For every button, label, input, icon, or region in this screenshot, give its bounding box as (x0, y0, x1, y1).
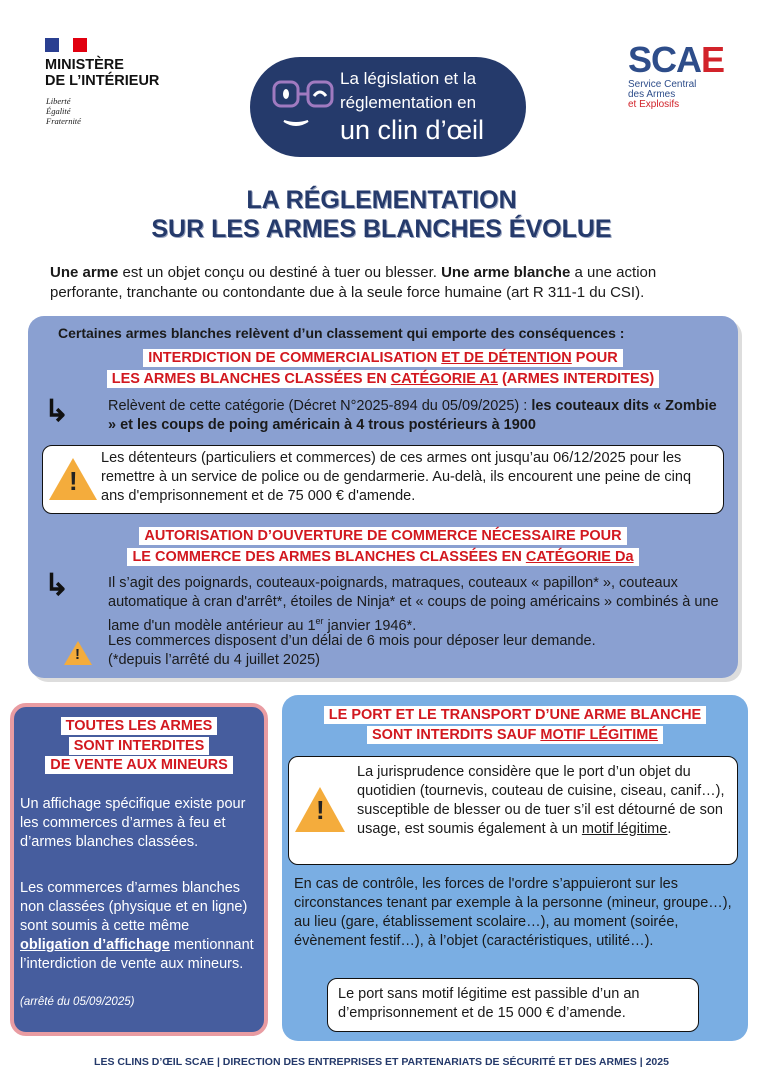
warning-text: . (667, 821, 672, 837)
french-flag-logo (45, 38, 87, 52)
minors-paragraph (20, 879, 260, 974)
heading-underlined: MOTIF LÉGITIME (540, 727, 658, 743)
heading-text: SONT INTERDITES (69, 737, 210, 755)
clin-doeil-badge (250, 57, 526, 157)
title-line: LA RÉGLEMENTATION (246, 186, 517, 214)
title-line: SUR LES ARMES BLANCHES ÉVOLUE (151, 215, 612, 243)
carry-section (282, 695, 748, 1041)
da-sup: er (315, 616, 324, 626)
heading-underlined: ET DE DÉTENTION (441, 350, 572, 366)
a1-bold: les couteaux dits « Zombie » et les coups de poing américain à 4 trous postérieurs à 1900 (108, 398, 717, 433)
carry-heading (282, 705, 748, 745)
heading-underlined: CATÉGORIE Da (525, 549, 634, 565)
heading-text: INTERDICTION DE COMMERCIALISATION (148, 350, 442, 366)
motto-line: Fraternité (46, 116, 81, 126)
carry-warning-box (288, 756, 738, 865)
scae-line: et Explosifs (628, 99, 680, 110)
minors-text: mentionnant l’interdiction de vente aux mineurs. (20, 937, 254, 972)
warning-icon: ! (49, 458, 97, 500)
da-text: janvier 1946*. (323, 617, 417, 634)
page-title (0, 186, 763, 244)
heading-text: POUR (571, 350, 618, 366)
heading-text: DE VENTE AUX MINEURS (45, 756, 233, 774)
curved-arrow-icon: ↳ (44, 569, 70, 602)
penalty-box (327, 978, 699, 1032)
heading-text: LE COMMERCE DES ARMES BLANCHES CLASSÉES EN (132, 549, 526, 565)
curved-arrow-icon: ↳ (44, 395, 70, 428)
minors-heading (14, 717, 264, 776)
intro-paragraph (50, 263, 730, 303)
da-text: Il s’agit des poignards, couteaux-poignards, matraques, couteaux « papillon* », couteaux automatique à cran d'arrêt*, étoiles de Ninja* et « coups de poing américains » combinés à une lame d'un modèle antérieur au 1 (108, 575, 719, 634)
warning-icon: ! (295, 787, 345, 832)
a1-warning-text: Les détenteurs (particuliers et commerces) de ces armes ont jusqu’au 06/12/2025 pour les remettre à un service de police ou de gendarmerie. Au-delà, ils encourent une peine de cinq ans d'emprisonnement et de 75 000 € d'amende. (101, 450, 692, 504)
warning-underlined: motif légitime (581, 821, 668, 837)
classification-section (28, 316, 738, 678)
winking-face-icon (272, 79, 342, 139)
a1-warning-box (42, 445, 724, 514)
badge-line: réglementation en (340, 93, 477, 112)
ministry-line: MINISTÈRE (45, 57, 124, 73)
badge-headline: un clin d’œil (340, 115, 485, 145)
da-description (108, 574, 723, 636)
intro-text: est un objet conçu ou destiné à tuer ou blesser. (118, 264, 442, 281)
minors-section (10, 703, 268, 1036)
da-note: Les commerces disposent d’un délai de 6 mois pour déposer leur demande. (108, 633, 596, 649)
minors-underlined: obligation d’affichage (20, 937, 170, 953)
carry-warning-text (357, 763, 733, 839)
footer: LES CLINS D’ŒIL SCAE | DIRECTION DES ENTREPRISES ET PARTENARIATS DE SÉCURITÉ ET DES ARMES | 2025 (94, 1056, 669, 1068)
warning-icon: ! (64, 641, 92, 665)
motto (46, 96, 81, 126)
intro-bold: Une arme blanche (441, 264, 571, 281)
penalty-text: Le port sans motif légitime est passible d’un an d’emprisonnement et de 15 000 € d’amende. (338, 986, 640, 1021)
a1-heading (28, 348, 738, 390)
heading-text: SONT INTERDITS SAUF (372, 727, 541, 743)
motto-line: Égalité (46, 106, 71, 116)
heading-text: (ARMES INTERDITES) (497, 371, 655, 387)
da-reference: (*depuis l’arrêté du 4 juillet 2025) (108, 652, 320, 668)
minors-paragraph: Un affichage spécifique existe pour les commerces d’armes à feu et d’armes blanches classées. (20, 796, 246, 850)
warning-text: La jurisprudence considère que le port d’un objet du quotidien (tournevis, couteau de cuisine, ciseau, canif…), susceptible de blesser ou de tuer s’il est détourné de son usage, est soumis également à un (357, 764, 725, 837)
da-heading (28, 526, 738, 568)
ministry-line: DE L’INTÉRIEUR (45, 73, 160, 89)
carry-paragraph: En cas de contrôle, les forces de l'ordre s’appuieront sur les circonstances tenant par exemple à la personne (mineur, groupe…), au lieu (gare, établissement scolaire…), au moment (soirée, évènement festif…), à l’objet (caractéristiques, utilité…). (294, 876, 732, 949)
a1-description (108, 397, 718, 435)
a1-text: Relèvent de cette catégorie (Décret N°2025-894 du 05/09/2025) : (108, 398, 532, 414)
minors-text: Les commerces d’armes blanches non classées (physique et en ligne) sont soumis à cette même (20, 880, 248, 934)
intro-text: a une action perforante, tranchante ou contondante due à la seule force humaine (art R 311-1 du CSI). (50, 264, 657, 301)
scae-logo (628, 39, 725, 110)
heading-text: AUTORISATION D’OUVERTURE DE COMMERCE NÉCESSAIRE POUR (139, 527, 626, 545)
intro-bold: Une arme (50, 264, 119, 281)
scae-wordmark: SCAE (628, 39, 725, 80)
ministry-name (45, 57, 159, 89)
minors-reference: (arrêté du 05/09/2025) (20, 996, 135, 1008)
heading-text: TOUTES LES ARMES (61, 717, 218, 735)
section-lead: Certaines armes blanches relèvent d’un classement qui emporte des conséquences : (58, 325, 625, 341)
motto-line: Liberté (46, 96, 71, 106)
heading-underlined: CATÉGORIE A1 (390, 371, 498, 387)
heading-text: LES ARMES BLANCHES CLASSÉES EN (111, 371, 391, 387)
heading-text: LE PORT ET LE TRANSPORT D’UNE ARME BLANCHE (324, 706, 706, 724)
scae-line: des Armes (628, 89, 676, 100)
badge-line: La législation et la (340, 69, 477, 88)
scae-line: Service Central (628, 79, 697, 90)
